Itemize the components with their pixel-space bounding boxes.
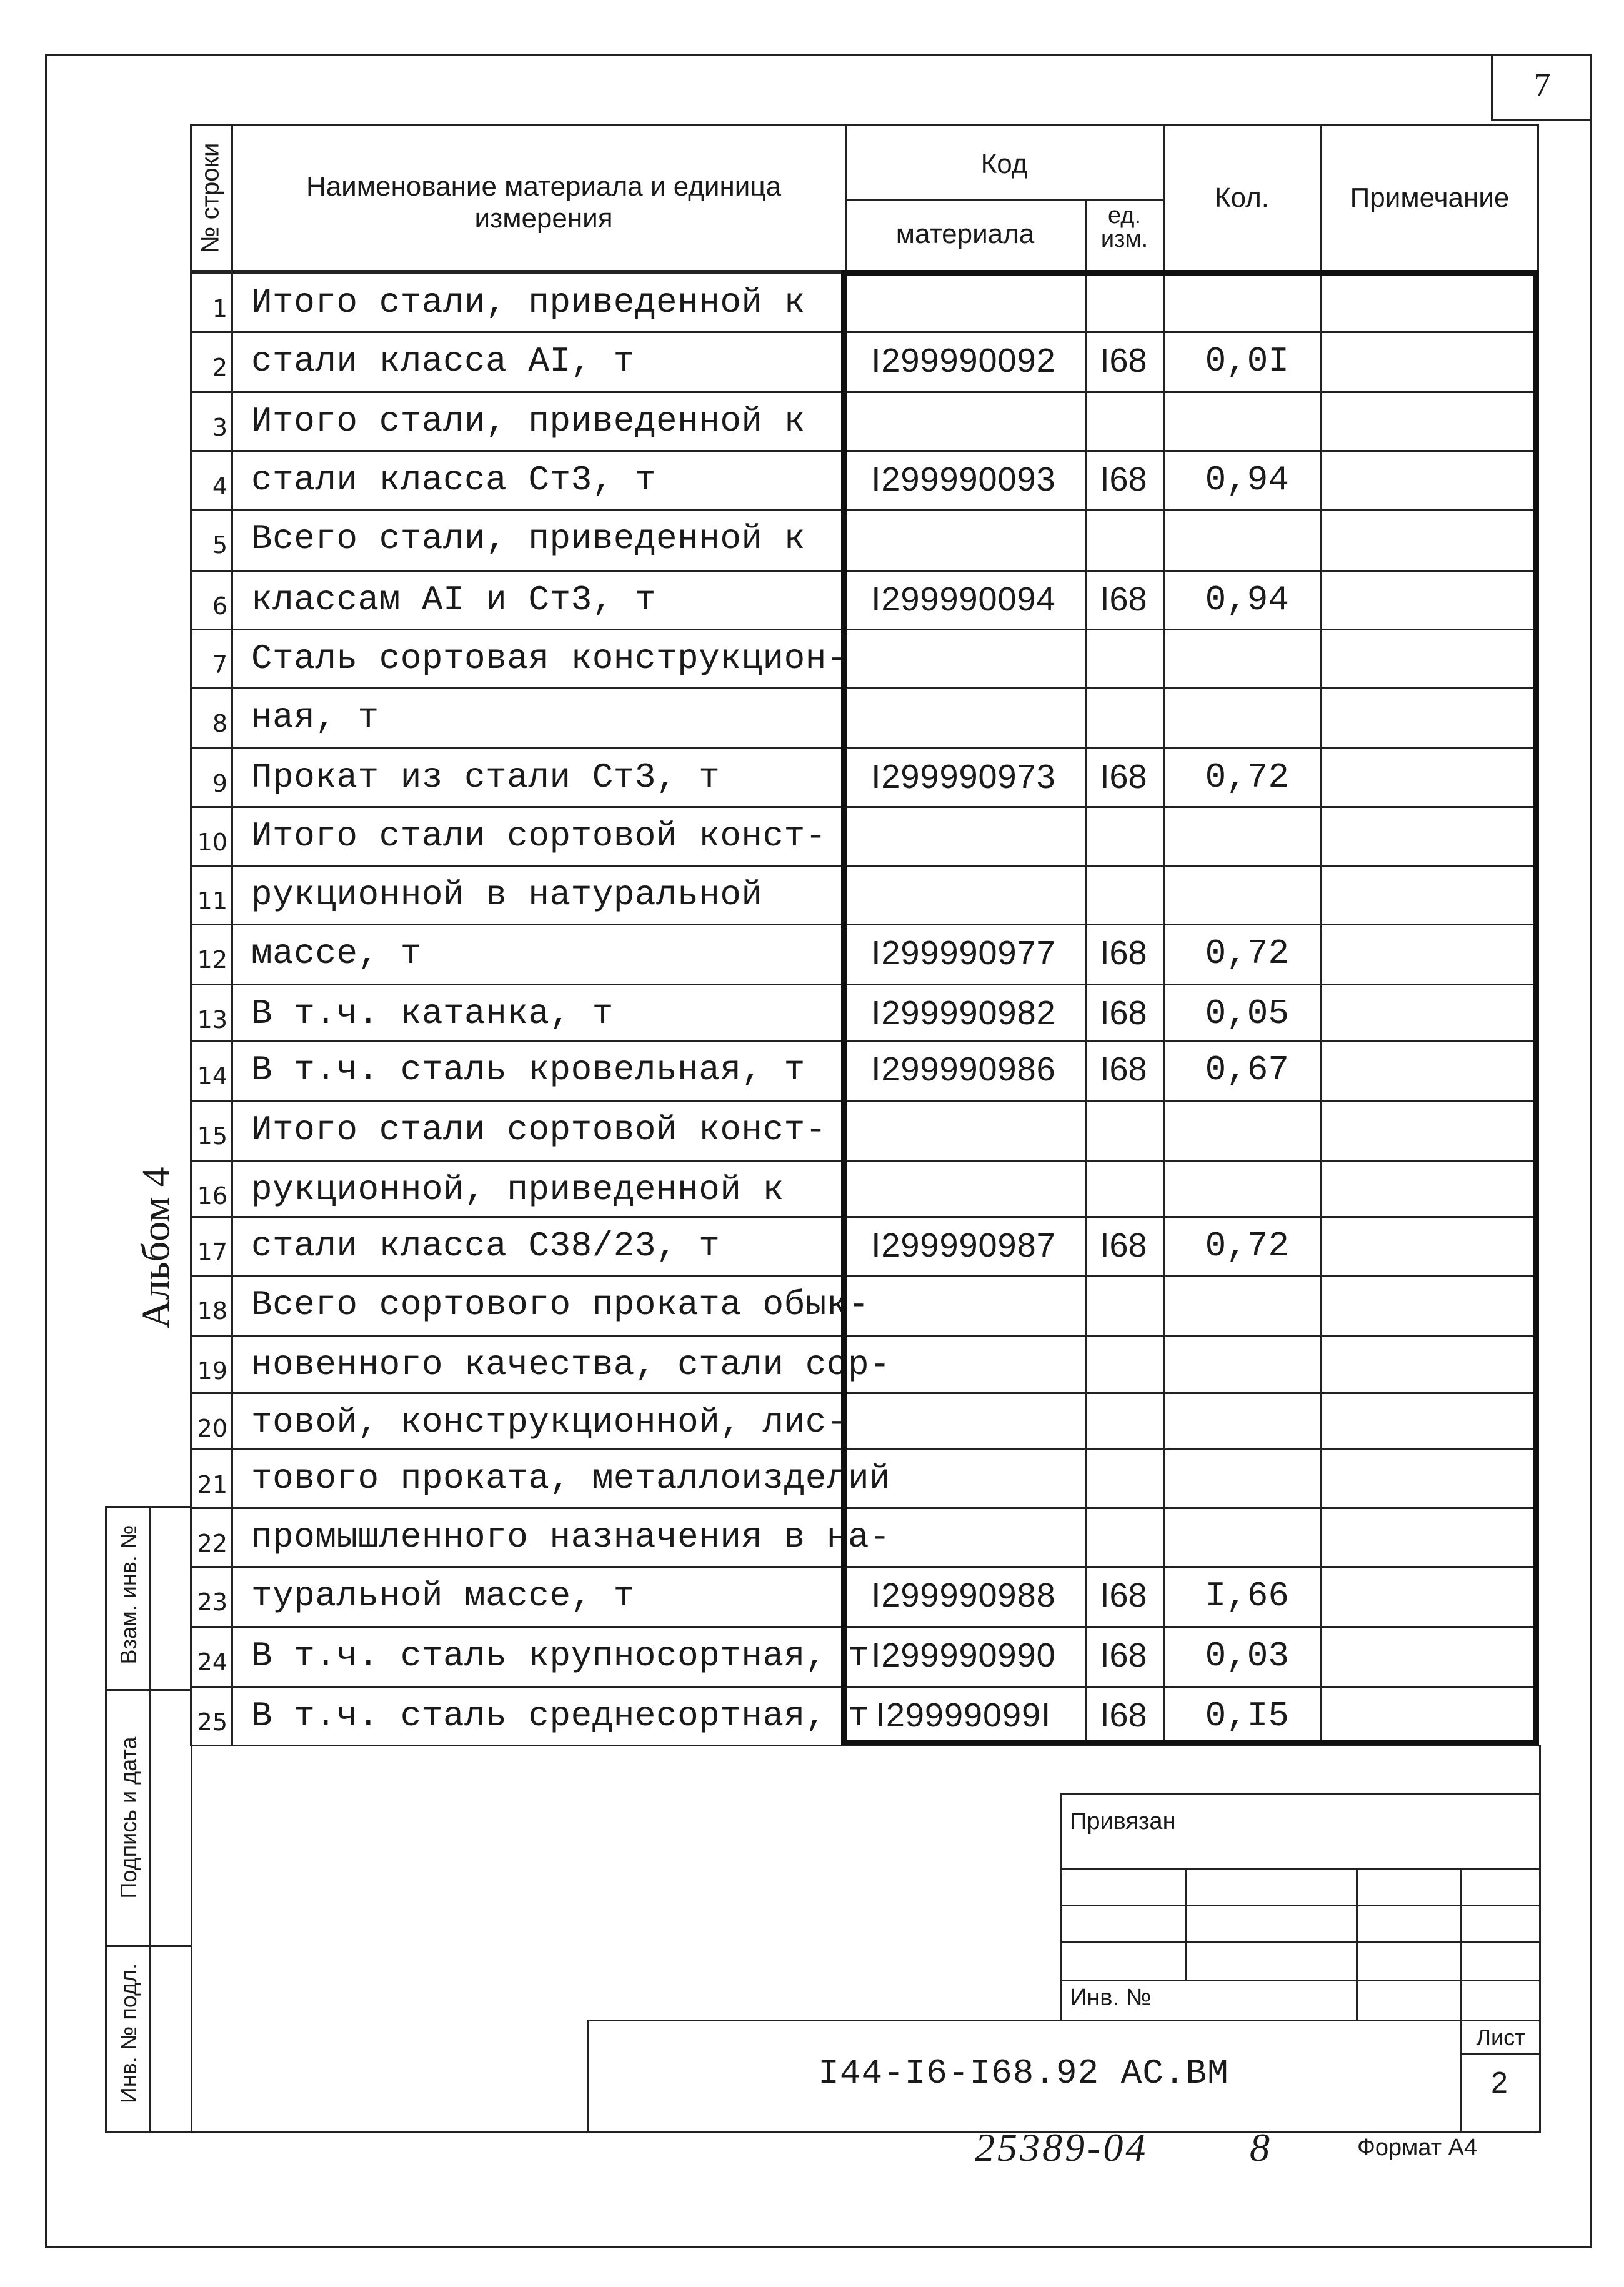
- material-code-header: материала: [895, 219, 1035, 249]
- material-code: I299990990: [871, 1637, 1056, 1674]
- row-number: 22: [197, 1530, 227, 1557]
- row-number: 3: [212, 414, 227, 441]
- material-name: стали класса С38/23, т: [251, 1226, 720, 1266]
- row-number: 19: [197, 1357, 227, 1385]
- row-number: 4: [212, 472, 227, 500]
- unit-code: I68: [1100, 342, 1147, 379]
- material-name: туральной массе, т: [251, 1576, 635, 1616]
- row-number: 23: [197, 1588, 227, 1616]
- material-name: Всего стали, приведенной к: [251, 519, 805, 559]
- format-label: Формат А4: [1357, 2135, 1478, 2161]
- row-number: 25: [197, 1708, 227, 1736]
- row-number: 14: [197, 1062, 227, 1090]
- unit-code: I68: [1100, 461, 1147, 498]
- material-name: В т.ч. сталь кровельная, т: [251, 1050, 805, 1090]
- material-name: Итого стали, приведенной к: [251, 282, 805, 322]
- unit-code: I68: [1100, 934, 1147, 972]
- divider: [1060, 1793, 1062, 2020]
- material-name: тового проката, металлоизделий: [251, 1458, 891, 1498]
- material-name: ная, т: [251, 697, 379, 737]
- row-number: 9: [212, 770, 227, 797]
- material-name: Итого стали сортовой конст-: [251, 816, 827, 856]
- unit-code: I68: [1100, 1577, 1147, 1614]
- qty-header: Кол.: [1214, 182, 1270, 213]
- document-code: I44-I6-I68.92 АС.ВМ: [818, 2053, 1229, 2093]
- sheet-number: 2: [1491, 2066, 1508, 2100]
- quantity: 0,72: [1205, 757, 1289, 797]
- divider: [105, 2131, 1539, 2133]
- row-number: 2: [212, 354, 227, 381]
- divider: [1460, 1868, 1462, 2020]
- quantity: 0,94: [1205, 460, 1289, 500]
- footer-copy: 8: [1250, 2125, 1270, 2170]
- material-name: Всего сортового проката обык-: [251, 1285, 870, 1325]
- divider: [107, 1689, 191, 1691]
- side-stamp: [105, 1506, 192, 2133]
- divider: [1539, 1745, 1541, 2133]
- row-number: 21: [197, 1471, 227, 1498]
- divider: [149, 1508, 151, 2131]
- side-label-inv: Инв. № подл.: [116, 1963, 141, 2104]
- code-quantity-border: [841, 270, 1539, 1745]
- material-name: стали класса Ст3, т: [251, 460, 657, 500]
- quantity: 0,67: [1205, 1050, 1289, 1090]
- unit-code: I68: [1100, 1050, 1147, 1088]
- material-code: I299990982: [871, 994, 1056, 1032]
- privyazan-label: Привязан: [1070, 1808, 1176, 1835]
- row-number: 6: [212, 592, 227, 620]
- material-code: I299990094: [871, 580, 1056, 618]
- material-name: Сталь сортовая конструкцион-: [251, 639, 848, 679]
- row-number: 1: [212, 295, 227, 322]
- row-number: 20: [197, 1415, 227, 1442]
- note-header: Примечание: [1350, 182, 1510, 213]
- material-code: I299990092: [871, 342, 1056, 379]
- material-name: рукционной, приведенной к: [251, 1170, 784, 1210]
- side-label-vzam: Взам. инв. №: [116, 1525, 141, 1665]
- footer-number: 25389-04: [975, 2125, 1148, 2170]
- unit-code: I68: [1100, 1697, 1147, 1734]
- material-code: I299990093: [871, 461, 1056, 498]
- quantity: 0,0I: [1205, 341, 1289, 381]
- divider: [1060, 1905, 1539, 1906]
- row-number: 17: [197, 1238, 227, 1266]
- material-name: рукционной в натуральной: [251, 875, 763, 915]
- quantity: 0,72: [1205, 934, 1289, 974]
- row-number: 10: [197, 829, 227, 856]
- material-name: стали класса AI, т: [251, 341, 635, 381]
- unit-code: I68: [1100, 580, 1147, 618]
- code-group-header: Код: [980, 149, 1028, 179]
- material-name: новенного качества, стали сор-: [251, 1345, 891, 1385]
- row-number: 11: [197, 887, 227, 915]
- row-number: 24: [197, 1648, 227, 1676]
- material-code: I299990988: [871, 1577, 1056, 1614]
- row-number-header: № строки: [196, 142, 224, 254]
- divider: [1460, 2053, 1539, 2055]
- material-code: I299990987: [871, 1227, 1056, 1264]
- row-number: 15: [197, 1122, 227, 1150]
- inv-number-label: Инв. №: [1070, 1985, 1152, 2011]
- unit-code: I68: [1100, 1227, 1147, 1264]
- quantity: 0,72: [1205, 1226, 1289, 1266]
- page-number: 7: [1491, 54, 1592, 121]
- material-code: I299990973: [871, 758, 1056, 795]
- row-number: 5: [212, 531, 227, 559]
- material-code: I29999099I: [875, 1697, 1052, 1734]
- material-name: В т.ч. сталь среднесортная, т: [251, 1696, 870, 1736]
- row-number: 8: [212, 710, 227, 737]
- material-name: массе, т: [251, 934, 422, 974]
- name-column-header: Наименование материала и единица измерения: [306, 171, 782, 234]
- unit-code: I68: [1100, 994, 1147, 1032]
- material-name: Итого стали сортовой конст-: [251, 1110, 827, 1150]
- divider: [845, 199, 1163, 201]
- divider: [1060, 1980, 1539, 1981]
- divider: [1185, 1868, 1187, 1980]
- side-label-podpis: Подпись и дата: [116, 1736, 141, 1899]
- row-number: 7: [212, 651, 227, 679]
- divider: [587, 2020, 1539, 2021]
- material-name: В т.ч. катанка, т: [251, 994, 614, 1034]
- material-name: Прокат из стали Ст3, т: [251, 757, 720, 797]
- material-code: I299990977: [871, 934, 1056, 972]
- material-name: Итого стали, приведенной к: [251, 401, 805, 441]
- row-number: 13: [197, 1006, 227, 1034]
- material-code: I299990986: [871, 1050, 1056, 1088]
- divider: [1060, 1941, 1539, 1943]
- quantity: 0,03: [1205, 1636, 1289, 1676]
- divider: [1060, 1793, 1539, 1795]
- material-name: промышленного назначения в на-: [251, 1517, 891, 1557]
- divider: [1060, 1868, 1539, 1870]
- unit-header: ед. изм.: [1100, 202, 1148, 252]
- row-number: 12: [197, 946, 227, 974]
- row-number: 16: [197, 1182, 227, 1210]
- quantity: 0,05: [1205, 994, 1289, 1034]
- quantity: I,66: [1205, 1576, 1289, 1616]
- album-label: Альбом 4: [133, 1167, 178, 1329]
- row-number: 18: [197, 1297, 227, 1325]
- quantity: 0,94: [1205, 580, 1289, 620]
- divider: [1356, 1868, 1358, 2020]
- material-name: товой, конструкционной, лис-: [251, 1402, 848, 1442]
- sheet-label: Лист: [1476, 2025, 1525, 2050]
- unit-code: I68: [1100, 1637, 1147, 1674]
- unit-code: I68: [1100, 758, 1147, 795]
- material-name: классам AI и Ст3, т: [251, 580, 657, 620]
- quantity: 0,I5: [1205, 1696, 1289, 1736]
- material-name: В т.ч. сталь крупносортная, т: [251, 1636, 870, 1676]
